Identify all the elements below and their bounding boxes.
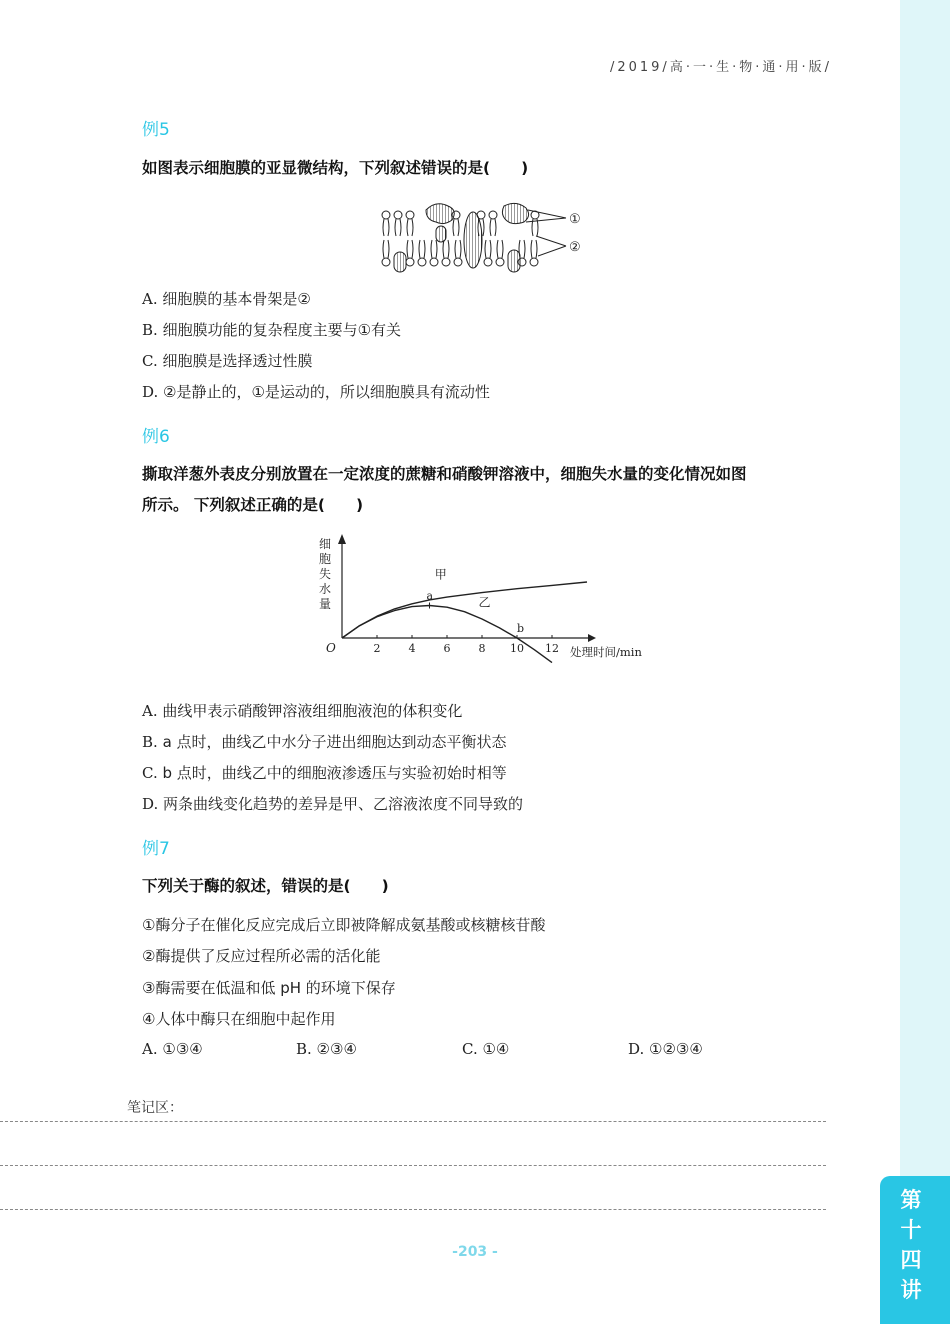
example-6-question-line2: 所示。 下列叙述正确的是( ) [142,496,364,514]
chapter-char-4: 讲 [900,1278,922,1302]
ex7-answer-b: B. ②③④ [296,1040,357,1058]
example-6-question-line1: 撕取洋葱外表皮分别放置在一定浓度的蔗糖和硝酸钾溶液中，细胞失水量的变化情况如图 [142,465,747,483]
label-1: ① [569,212,581,227]
ex7-statement-3: ③酶需要在低温和低 pH 的环境下保存 [142,979,396,997]
example-7-label: 例7 [142,839,170,859]
page-header: /2019/高·一·生·物·通·用·版/ [609,60,832,75]
page-number: -203 - [452,1244,498,1260]
y-axis-arrow [338,534,346,544]
ex7-answer-a: A. ①③④ [142,1040,203,1058]
ex7-answer-c: C. ①④ [462,1040,510,1058]
origin-label: O [326,641,336,655]
point-label-a: a [426,589,434,603]
chapter-char-1: 第 [900,1188,922,1212]
series-label-1: 甲 [434,567,447,582]
ex6-option-a: A. 曲线甲表示硝酸钾溶液组细胞液泡的体积变化 [142,702,463,720]
label-2: ② [569,240,581,255]
series-line-1 [342,582,587,638]
notes-line-1 [0,1121,826,1122]
point-label-b: b [517,622,525,635]
chapter-char-3: 四 [900,1248,922,1272]
y-axis-label-char: 胞 [319,552,332,566]
notes-label: 笔记区： [127,1100,183,1116]
ex7-answer-d: D. ①②③④ [628,1040,703,1058]
example-7-question: 下列关于酶的叙述，错误的是( ) [142,877,389,895]
x-tick-label: 8 [478,642,486,655]
ex7-statement-4: ④人体中酶只在细胞中起作用 [142,1010,336,1028]
example-5-label: 例5 [142,120,170,140]
side-strip [900,0,950,1324]
y-axis-label-char: 量 [319,597,332,611]
example-6-label: 例6 [142,427,170,447]
example-5-question: 如图表示细胞膜的亚显微结构，下列叙述错误的是( ) [142,159,529,177]
x-tick-label: 12 [545,642,559,655]
y-axis-label-char: 水 [319,582,332,596]
water-loss-chart [310,528,670,688]
y-axis-label-char: 失 [319,567,332,581]
ex7-statement-1: ①酶分子在催化反应完成后立即被降解成氨基酸或核糖核苷酸 [142,916,546,934]
cell-membrane-figure [376,196,596,276]
x-tick-label: 4 [408,642,416,655]
ex7-statement-2: ②酶提供了反应过程所必需的活化能 [142,947,381,965]
ex6-option-d: D. 两条曲线变化趋势的差异是甲、乙溶液浓度不同导致的 [142,795,524,813]
x-axis-arrow [588,634,596,642]
x-tick-label: 6 [443,642,451,655]
x-tick-label: 10 [510,642,524,655]
ex5-option-a: A. 细胞膜的基本骨架是② [142,290,311,308]
ex5-option-c: C. 细胞膜是选择透过性膜 [142,352,313,370]
notes-line-3 [0,1209,826,1210]
x-tick-label: 2 [373,642,381,655]
ex5-option-d: D. ②是静止的，①是运动的，所以细胞膜具有流动性 [142,383,490,401]
y-axis-label-char: 细 [319,537,332,551]
ex6-option-b: B. a 点时，曲线乙中水分子进出细胞达到动态平衡状态 [142,733,507,751]
notes-line-2 [0,1165,826,1166]
chapter-char-2: 十 [900,1218,922,1242]
ex5-option-b: B. 细胞膜功能的复杂程度主要与①有关 [142,321,402,339]
ex6-option-c: C. b 点时，曲线乙中的细胞液渗透压与实验初始时相等 [142,764,507,782]
series-label-2: 乙 [478,595,491,610]
x-axis-label: 处理时间/min [570,645,642,659]
